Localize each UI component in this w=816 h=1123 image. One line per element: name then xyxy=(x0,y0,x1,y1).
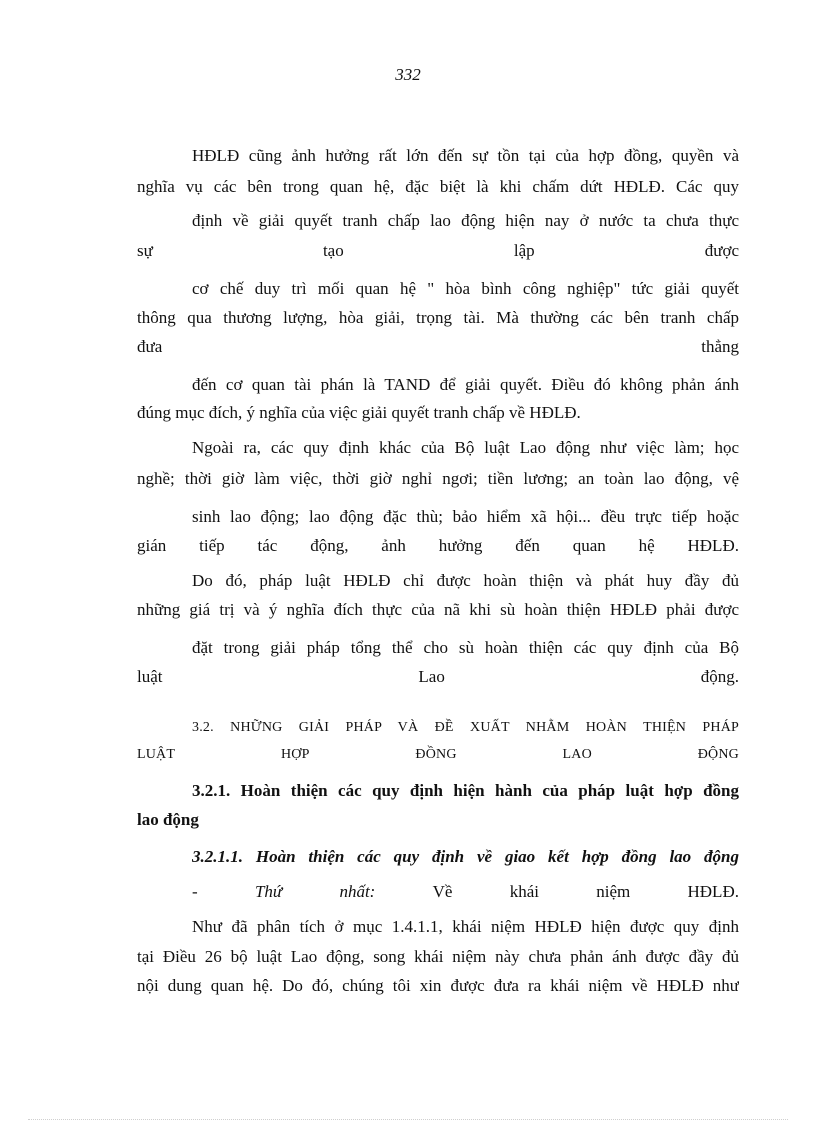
word: được xyxy=(704,241,739,260)
subsection-heading: lao động xyxy=(137,810,199,829)
text-line: sinh lao động; lao động đặc thù; bảo hiểm xã hội... đều trực tiếp hoặc xyxy=(192,507,739,526)
word: động. xyxy=(700,667,739,686)
text-line: đúng mục đích, ý nghĩa của việc giải quyết tranh chấp về HĐLĐ. xyxy=(137,403,581,422)
word: lập xyxy=(513,241,535,260)
text-line: những giá trị và ý nghĩa đích thực của nã khi sù hoàn thiện HĐLĐ phải được xyxy=(137,600,739,619)
word: - xyxy=(192,882,198,901)
word: tiếp xyxy=(199,536,225,555)
word: sự xyxy=(137,241,153,260)
word: Lao xyxy=(418,667,445,686)
word: LAO xyxy=(562,747,592,762)
text-line: Do đó, pháp luật HĐLĐ chỉ được hoàn thiện và phát huy đầy đủ xyxy=(192,571,739,590)
text-line: thông qua thương lượng, hòa giải, trọng tài. Mà thường các bên tranh chấp xyxy=(137,308,739,327)
text-line: Ngoài ra, các quy định khác của Bộ luật Lao động như việc làm; học xyxy=(192,438,739,457)
subsubsection-heading: 3.2.1.1. Hoàn thiện các quy định về giao kết hợp đồng lao động xyxy=(192,847,739,866)
word: nhất: xyxy=(339,882,376,901)
word: đến xyxy=(515,536,540,555)
section-heading: 3.2. NHỮNG GIẢI PHÁP VÀ ĐỀ XUẤT NHẰM HOÀN THIỆN PHÁP xyxy=(192,720,739,735)
word: động, xyxy=(310,536,349,555)
word: niệm xyxy=(596,882,631,901)
word: ĐỒNG xyxy=(415,747,457,762)
word: tác xyxy=(257,536,278,555)
word: ĐỘNG xyxy=(697,747,739,762)
page-bottom-border xyxy=(28,1119,788,1120)
page-number: 332 xyxy=(395,65,421,84)
word: thẳng xyxy=(701,337,739,356)
word: LUẬT xyxy=(137,747,176,762)
word: quan xyxy=(572,536,606,555)
section-heading-spread xyxy=(137,743,739,767)
word: HĐLĐ. xyxy=(687,536,739,555)
word: khái xyxy=(509,882,539,901)
word: luật xyxy=(137,667,163,686)
word: HĐLĐ. xyxy=(687,882,739,901)
text-line: đến cơ quan tài phán là TAND để giải quyết. Điều đó không phản ánh xyxy=(192,375,739,394)
text-line: định về giải quyết tranh chấp lao động hiện nay ở nước ta chưa thực xyxy=(192,211,739,230)
text-line: nghĩa vụ các bên trong quan hệ, đặc biệt là khi chấm dứt HĐLĐ. Các quy xyxy=(137,177,739,196)
text-line: nghề; thời giờ làm việc, thời giờ nghỉ ngơi; tiền lương; an toàn lao động, vệ xyxy=(137,469,739,488)
word: ảnh xyxy=(381,536,406,555)
text-line: đặt trong giải pháp tổng thể cho sù hoàn thiện các quy định của Bộ xyxy=(192,638,739,657)
text-line-spread xyxy=(137,534,739,558)
word: tạo xyxy=(322,241,344,260)
text-line: nội dung quan hệ. Do đó, chúng tôi xin được đưa ra khái niệm về HĐLĐ như xyxy=(137,976,739,995)
text-line-spread xyxy=(137,335,739,359)
text-line-spread xyxy=(192,880,739,904)
text-line: cơ chế duy trì mối quan hệ " hòa bình công nghiệp" tức giải quyết xyxy=(192,279,739,298)
subsection-heading: 3.2.1. Hoàn thiện các quy định hiện hành của pháp luật hợp đồng xyxy=(192,781,739,800)
text-line-spread xyxy=(137,665,739,689)
word: gián xyxy=(137,536,167,555)
word: hưởng xyxy=(438,536,483,555)
word: hệ xyxy=(638,536,655,555)
word: đưa xyxy=(137,337,163,356)
word: Về xyxy=(432,882,453,901)
text-line: HĐLĐ cũng ảnh hưởng rất lớn đến sự tồn tại của hợp đồng, quyền và xyxy=(192,146,739,165)
text-line: tại Điều 26 bộ luật Lao động, song khái niệm này chưa phản ánh được đầy đủ xyxy=(137,947,739,966)
word: Thứ xyxy=(254,882,283,901)
word: HỢP xyxy=(280,747,310,762)
text-line: Như đã phân tích ở mục 1.4.1.1, khái niệm HĐLĐ hiện được quy định xyxy=(192,917,739,936)
text-line-spread xyxy=(137,239,739,263)
